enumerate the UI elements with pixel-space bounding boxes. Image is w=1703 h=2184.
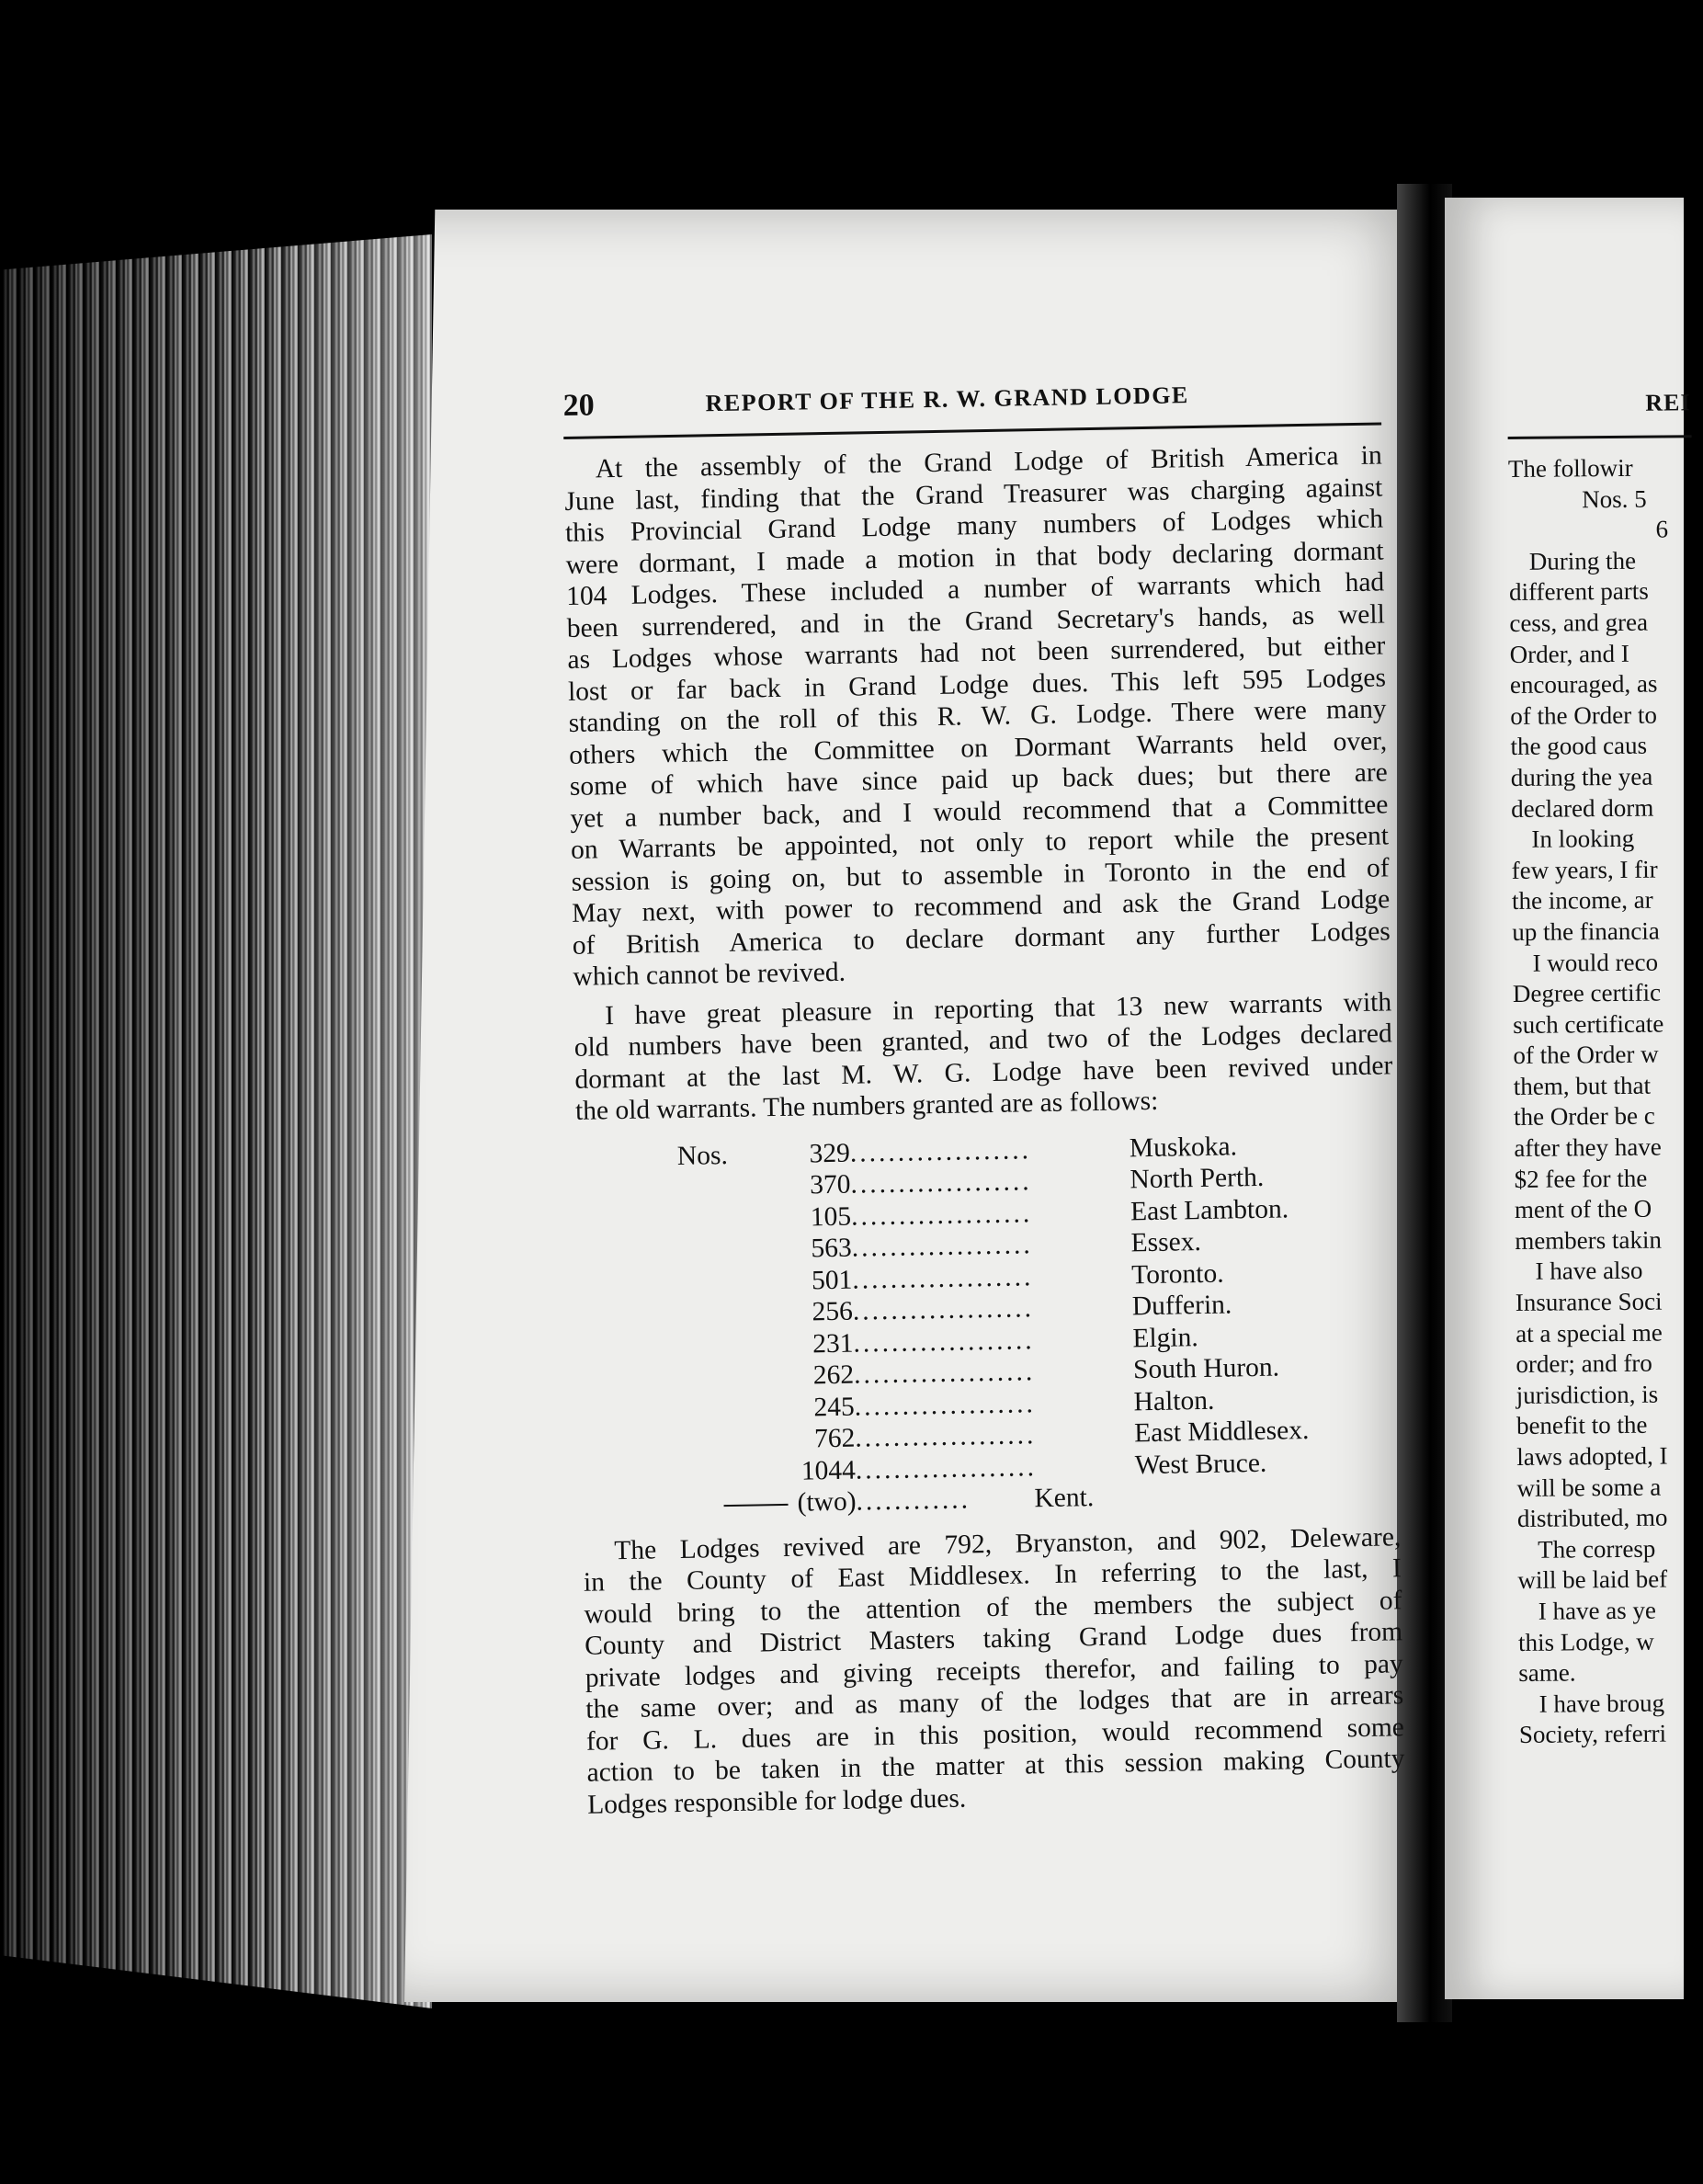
text-line: were dormant, I made a motion in that body declaring dormant xyxy=(565,535,1384,580)
warrant-number: 256 xyxy=(812,1296,854,1327)
leader-dots: ................... xyxy=(855,1451,1038,1485)
right-text-line: Society, referri xyxy=(1518,1719,1667,1749)
warrant-prefix xyxy=(581,1416,790,1419)
warrant-number: 501 xyxy=(811,1265,853,1295)
paragraph-revived-lodges xyxy=(583,1521,1405,1821)
book-gutter xyxy=(1397,184,1452,2022)
warrant-number: 245 xyxy=(813,1392,855,1422)
warrant-prefix xyxy=(581,1448,790,1451)
right-text-line: cess, and grea xyxy=(1509,608,1649,637)
right-text-line: the good caus xyxy=(1510,732,1648,761)
warrant-number: 231 xyxy=(812,1328,854,1359)
warrant-number: 762 xyxy=(813,1423,856,1454)
leader-dots: ................... xyxy=(853,1357,1036,1390)
right-text-line: In looking xyxy=(1531,824,1635,853)
right-text-line: I have as ye xyxy=(1538,1596,1657,1625)
text-line: old numbers have been granted, and two of the Lodges declared xyxy=(573,1018,1392,1063)
warrant-number: 329 xyxy=(809,1138,851,1168)
warrant-place: Elgin. xyxy=(1132,1322,1198,1353)
leader-dots: ................... xyxy=(854,1388,1037,1422)
right-text-line: up the financia xyxy=(1512,916,1660,946)
text-line: in the County of East Middlesex. In referring to the last, I xyxy=(583,1553,1402,1598)
right-page-lines xyxy=(1508,452,1703,1751)
warrant-prefix xyxy=(578,1257,788,1261)
right-text-line: of the Order w xyxy=(1513,1040,1659,1070)
right-header-fragment: REI xyxy=(1645,389,1691,416)
right-running-head xyxy=(1507,370,1692,439)
right-text-line: distributed, mo xyxy=(1516,1503,1668,1533)
warrant-prefix xyxy=(577,1225,787,1229)
warrant-prefix xyxy=(580,1384,789,1388)
page-edges xyxy=(0,234,432,2008)
right-text-line: them, but that xyxy=(1513,1071,1652,1100)
right-text-line: order; and fro xyxy=(1516,1348,1652,1379)
text-line: dormant at the last M. W. G. Lodge have been revived under xyxy=(574,1050,1393,1095)
text-line: the old warrants. The numbers granted are as follows: xyxy=(574,1086,1159,1126)
leader-dots: ................... xyxy=(850,1198,1033,1232)
text-line: on Warrants be appointed, not only to report while the present xyxy=(570,821,1390,865)
text-line: I have great pleasure in reporting that 13 new warrants with xyxy=(604,986,1392,1030)
text-line: of British America to declare dormant any further Lodges xyxy=(572,916,1391,961)
right-page-text xyxy=(1507,370,1703,1751)
warrant-place: Essex. xyxy=(1130,1227,1202,1258)
blank-number-rule xyxy=(724,1504,789,1507)
right-text-line: I would reco xyxy=(1532,948,1659,977)
warrant-number: 563 xyxy=(811,1233,852,1264)
warrant-place: East Lambton. xyxy=(1130,1193,1289,1226)
warrant-list xyxy=(576,1128,1401,1522)
leader-dots: ................... xyxy=(853,1325,1035,1359)
leader-dots: ............ xyxy=(856,1484,971,1517)
leader-dots: ................... xyxy=(849,1134,1032,1168)
text-line: the same over; and as many of the lodges that are in arrears xyxy=(585,1680,1404,1724)
warrant-place: East Middlesex. xyxy=(1133,1416,1310,1449)
warrant-place: Dufferin. xyxy=(1131,1290,1232,1322)
text-line: standing on the roll of this R. W. G. Lodge. There were many xyxy=(568,694,1387,738)
right-text-line: this Lodge, w xyxy=(1517,1627,1654,1656)
warrant-number: 105 xyxy=(810,1201,852,1232)
warrant-prefix: Nos. xyxy=(676,1140,729,1171)
warrant-place: South Huron. xyxy=(1132,1352,1280,1385)
warrant-place: Kent. xyxy=(1034,1483,1095,1514)
warrant-place: Toronto. xyxy=(1130,1258,1224,1290)
text-line: The Lodges revived are 792, Bryanston, and 902, Deleware, xyxy=(614,1521,1402,1565)
running-head xyxy=(562,358,1381,439)
right-text-line: ment of the O xyxy=(1514,1194,1652,1224)
text-line: which cannot be revived. xyxy=(573,957,846,992)
warrant-prefix xyxy=(578,1289,788,1292)
text-line: for G. L. dues are in this position, would recommend some xyxy=(585,1712,1405,1757)
text-line: lost or far back in Grand Lodge dues. This left 595 Lodges xyxy=(567,662,1387,707)
warrant-place: Halton. xyxy=(1133,1385,1215,1416)
right-text-line: The followir xyxy=(1507,453,1633,483)
warrant-prefix xyxy=(580,1352,789,1356)
right-text-line: laws adopted, I xyxy=(1516,1441,1668,1471)
paragraph-new-warrants xyxy=(573,986,1393,1128)
text-line: private lodges and giving receipts therefor, and failing to pay xyxy=(585,1648,1403,1693)
right-text-line: I have also xyxy=(1535,1257,1643,1286)
warrant-number-text: (two) xyxy=(797,1486,857,1518)
right-text-line: members takin xyxy=(1515,1225,1663,1255)
warrant-number: 370 xyxy=(809,1169,851,1200)
right-text-line: of the Order to xyxy=(1510,700,1658,730)
right-text-line: the Order be c xyxy=(1513,1102,1655,1132)
text-line: 104 Lodges. These included a number of warrants which had xyxy=(565,567,1385,611)
page-number: 20 xyxy=(562,388,595,423)
leader-dots: ................... xyxy=(855,1420,1037,1453)
warrant-place: North Perth. xyxy=(1130,1162,1265,1195)
text-line: been surrendered, and in the Grand Secretary's hands, as well xyxy=(566,598,1386,643)
warrant-place: West Bruce. xyxy=(1134,1448,1267,1480)
text-line: June last, finding that the Grand Treasurer was charging against xyxy=(564,472,1383,517)
right-text-line: after they have xyxy=(1514,1132,1662,1163)
right-text-line: The corresp xyxy=(1538,1534,1656,1564)
text-line: this Provincial Grand Lodge many numbers of Lodges which xyxy=(564,504,1384,548)
right-text-line: such certificate xyxy=(1513,1009,1664,1039)
warrant-prefix xyxy=(582,1479,791,1483)
right-text-line: Insurance Soci xyxy=(1515,1287,1663,1316)
warrant-number: 1044 xyxy=(800,1455,857,1486)
right-text-line: Nos. 5 xyxy=(1582,484,1647,513)
text-line: County and District Masters taking Grand Lodge dues from xyxy=(584,1617,1403,1661)
text-line: session is going on, but to assemble in Toronto in the end of xyxy=(571,852,1390,897)
leader-dots: ................... xyxy=(851,1261,1034,1295)
right-text-line: encouraged, as xyxy=(1509,669,1658,700)
text-line: Lodges responsible for lodge dues. xyxy=(586,1783,967,1820)
right-text-line: different parts xyxy=(1508,577,1649,607)
right-text-line: 6 xyxy=(1655,515,1669,543)
right-text-line: declared dorm xyxy=(1511,793,1654,823)
right-text-line: will be laid bef xyxy=(1517,1564,1668,1595)
right-text-line: Degree certific xyxy=(1512,978,1662,1008)
right-text-line: during the yea xyxy=(1510,762,1653,791)
text-line: May next, with power to recommend and ask the Grand Lodge xyxy=(572,884,1391,928)
right-text-line: I have broug xyxy=(1538,1689,1665,1718)
warrant-number xyxy=(582,1486,857,1523)
right-text-line: $2 fee for the xyxy=(1514,1164,1648,1193)
text-line: would bring to the attention of the members the subject of xyxy=(584,1585,1402,1630)
right-text-line: will be some a xyxy=(1516,1473,1662,1502)
right-text-line: few years, I fir xyxy=(1511,855,1658,884)
right-text-line: benefit to the xyxy=(1516,1411,1648,1440)
text-line: At the assembly of the Grand Lodge of British America in xyxy=(595,440,1382,484)
warrant-number: 262 xyxy=(812,1359,855,1391)
text-line: action to be taken in the matter at this session making County xyxy=(586,1744,1405,1788)
text-line: others which the Committee on Dormant Warrants held over, xyxy=(568,725,1388,770)
right-text-line: Order, and I xyxy=(1509,639,1629,668)
left-page-text xyxy=(562,358,1405,1820)
leader-dots: ................... xyxy=(850,1166,1032,1200)
paragraph-grand-lodge xyxy=(564,439,1391,993)
warrant-prefix xyxy=(579,1321,789,1325)
right-text-line: at a special me xyxy=(1515,1318,1663,1348)
leader-dots: ................... xyxy=(852,1293,1035,1326)
right-text-line: jurisdiction, is xyxy=(1516,1380,1659,1409)
warrant-prefix xyxy=(577,1194,787,1198)
right-text-line: same. xyxy=(1518,1658,1576,1688)
warrant-place: Muskoka. xyxy=(1129,1131,1238,1163)
text-line: as Lodges whose warrants had not been surrendered, but either xyxy=(567,631,1386,675)
leader-dots: ................... xyxy=(851,1230,1034,1263)
text-line: some of which have since paid up back dues; but there are xyxy=(569,757,1389,802)
header-title: REPORT OF THE R. W. GRAND LODGE xyxy=(705,381,1189,417)
right-text-line: the income, ar xyxy=(1511,885,1653,916)
right-text-line: During the xyxy=(1528,546,1637,575)
text-line: yet a number back, and I would recommend that a Committee xyxy=(570,789,1389,834)
